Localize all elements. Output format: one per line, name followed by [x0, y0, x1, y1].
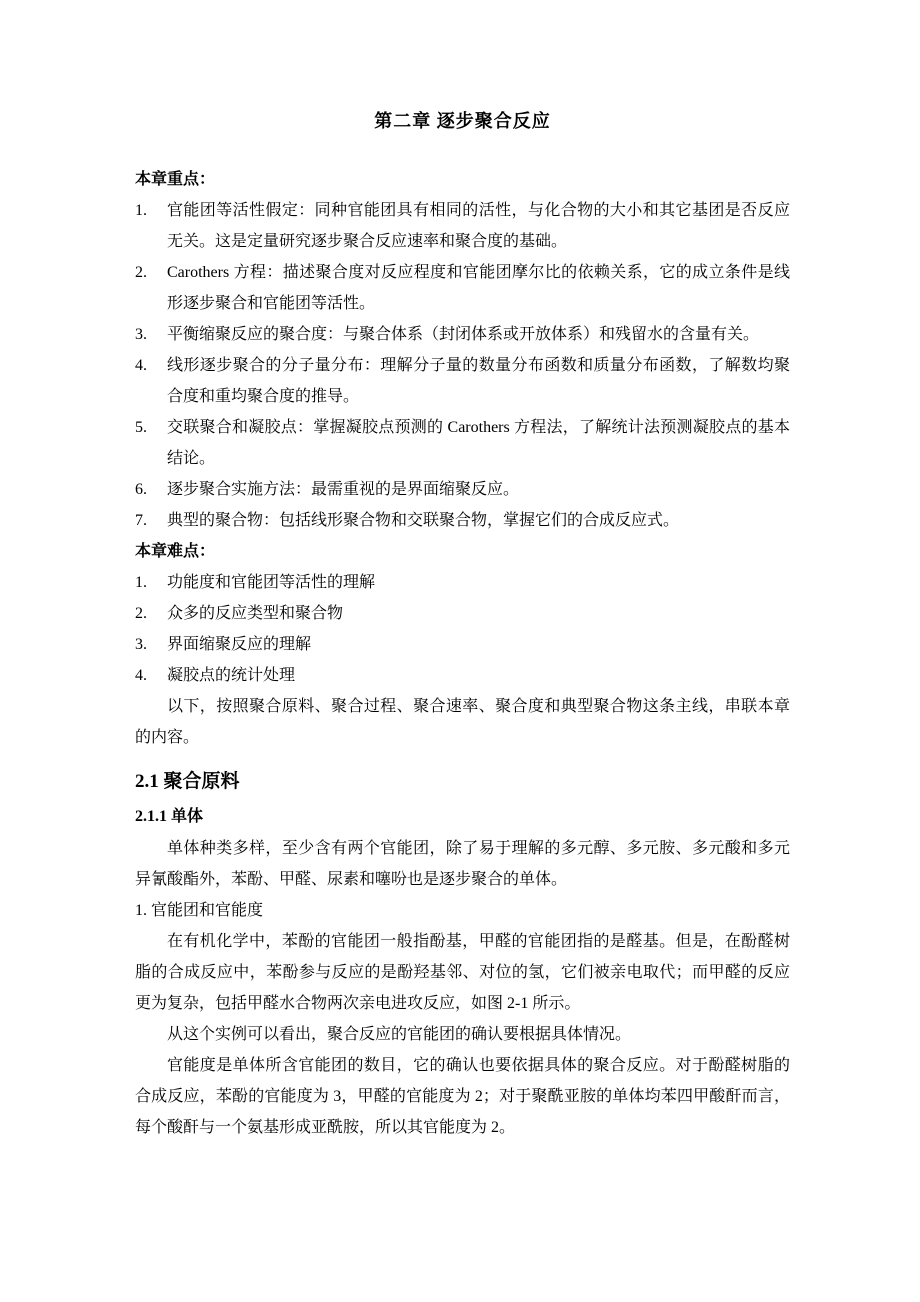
key-points-heading: 本章重点：: [135, 171, 216, 188]
section-heading-2-1: 2.1 聚合原料: [135, 771, 240, 792]
list-item-number: 3.: [135, 636, 147, 653]
list-item-number: 5.: [135, 419, 147, 436]
list-item: [135, 567, 790, 598]
list-item-text: 凝胶点的统计处理: [167, 667, 296, 684]
list-item-number: 1.: [135, 202, 147, 219]
paragraph-3: 官能度是单体所含官能团的数目，它的确认也要依据具体的聚合反应。对于酚醛树脂的合成反应，苯酚的官能度为 3，甲醛的官能度为 2；对于聚酰亚胺的单体均苯四甲酸酐而言，每个酸酐与一个氨基形成亚酰胺，所以其官能度为 2。: [135, 1057, 790, 1136]
list-item-number: 7.: [135, 512, 147, 529]
list-item-number: 3.: [135, 326, 147, 343]
list-item: [135, 412, 790, 474]
paragraph-1: 在有机化学中，苯酚的官能团一般指酚基，甲醛的官能团指的是醛基。但是，在酚醛树脂的合成反应中，苯酚参与反应的是酚羟基邻、对位的氢，它们被亲电取代；而甲醛的反应更为复杂，包括甲醛水合物两次亲电进攻反应，如图 2-1 所示。: [135, 933, 790, 1012]
list-item: [135, 660, 790, 691]
list-item-text: 交联聚合和凝胶点：掌握凝胶点预测的 Carothers 方程法，了解统计法预测凝胶点的基本结论。: [167, 419, 790, 467]
list-item: [135, 195, 790, 257]
list-item-number: 2.: [135, 264, 147, 281]
list-item: [135, 629, 790, 660]
list-item: [135, 474, 790, 505]
list-item-text: 官能团等活性假定：同种官能团具有相同的活性，与化合物的大小和其它基团是否反应无关。这是定量研究逐步聚合反应速率和聚合度的基础。: [167, 202, 790, 250]
list-item-text: 功能度和官能团等活性的理解: [167, 574, 376, 591]
list-item-text: 界面缩聚反应的理解: [167, 636, 312, 653]
list-item-text: 线形逐步聚合的分子量分布：理解分子量的数量分布函数和质量分布函数，了解数均聚合度和重均聚合度的推导。: [167, 357, 790, 405]
chapter-title: 第二章 逐步聚合反应: [374, 111, 551, 131]
list-item: [135, 505, 790, 536]
intro-paragraph: 以下，按照聚合原料、聚合过程、聚合速率、聚合度和典型聚合物这条主线，串联本章的内容。: [135, 698, 790, 746]
list-item-text: 平衡缩聚反应的聚合度：与聚合体系（封闭体系或开放体系）和残留水的含量有关。: [167, 326, 760, 343]
difficulties-heading: 本章难点：: [135, 543, 216, 560]
list-item: [135, 350, 790, 412]
list-item: [135, 319, 790, 350]
paragraph-2: 从这个实例可以看出，聚合反应的官能团的确认要根据具体情况。: [167, 1026, 632, 1043]
list-item: [135, 598, 790, 629]
list-item-text: 典型的聚合物：包括线形聚合物和交联聚合物，掌握它们的合成反应式。: [167, 512, 680, 529]
list-item: [135, 257, 790, 319]
paragraph-monomer: 单体种类多样，至少含有两个官能团，除了易于理解的多元醇、多元胺、多元酸和多元异氰酸酯外，苯酚、甲醛、尿素和噻吩也是逐步聚合的单体。: [135, 840, 790, 888]
subsection-heading-2-1-1: 2.1.1 单体: [135, 808, 204, 825]
list-item-number: 4.: [135, 667, 147, 684]
key-points-list: [135, 195, 790, 536]
list-item-text: 众多的反应类型和聚合物: [167, 605, 344, 622]
list-item-text: Carothers 方程：描述聚合度对反应程度和官能团摩尔比的依赖关系，它的成立条件是线形逐步聚合和官能团等活性。: [167, 264, 790, 312]
list-item-text: 逐步聚合实施方法：最需重视的是界面缩聚反应。: [167, 481, 520, 498]
list-item-number: 4.: [135, 357, 147, 374]
difficulties-list: [135, 567, 790, 691]
list-item-number: 1.: [135, 574, 147, 591]
list-item-number: 2.: [135, 605, 147, 622]
subhead-functional-group: 1. 官能团和官能度: [135, 902, 264, 919]
list-item-number: 6.: [135, 481, 147, 498]
